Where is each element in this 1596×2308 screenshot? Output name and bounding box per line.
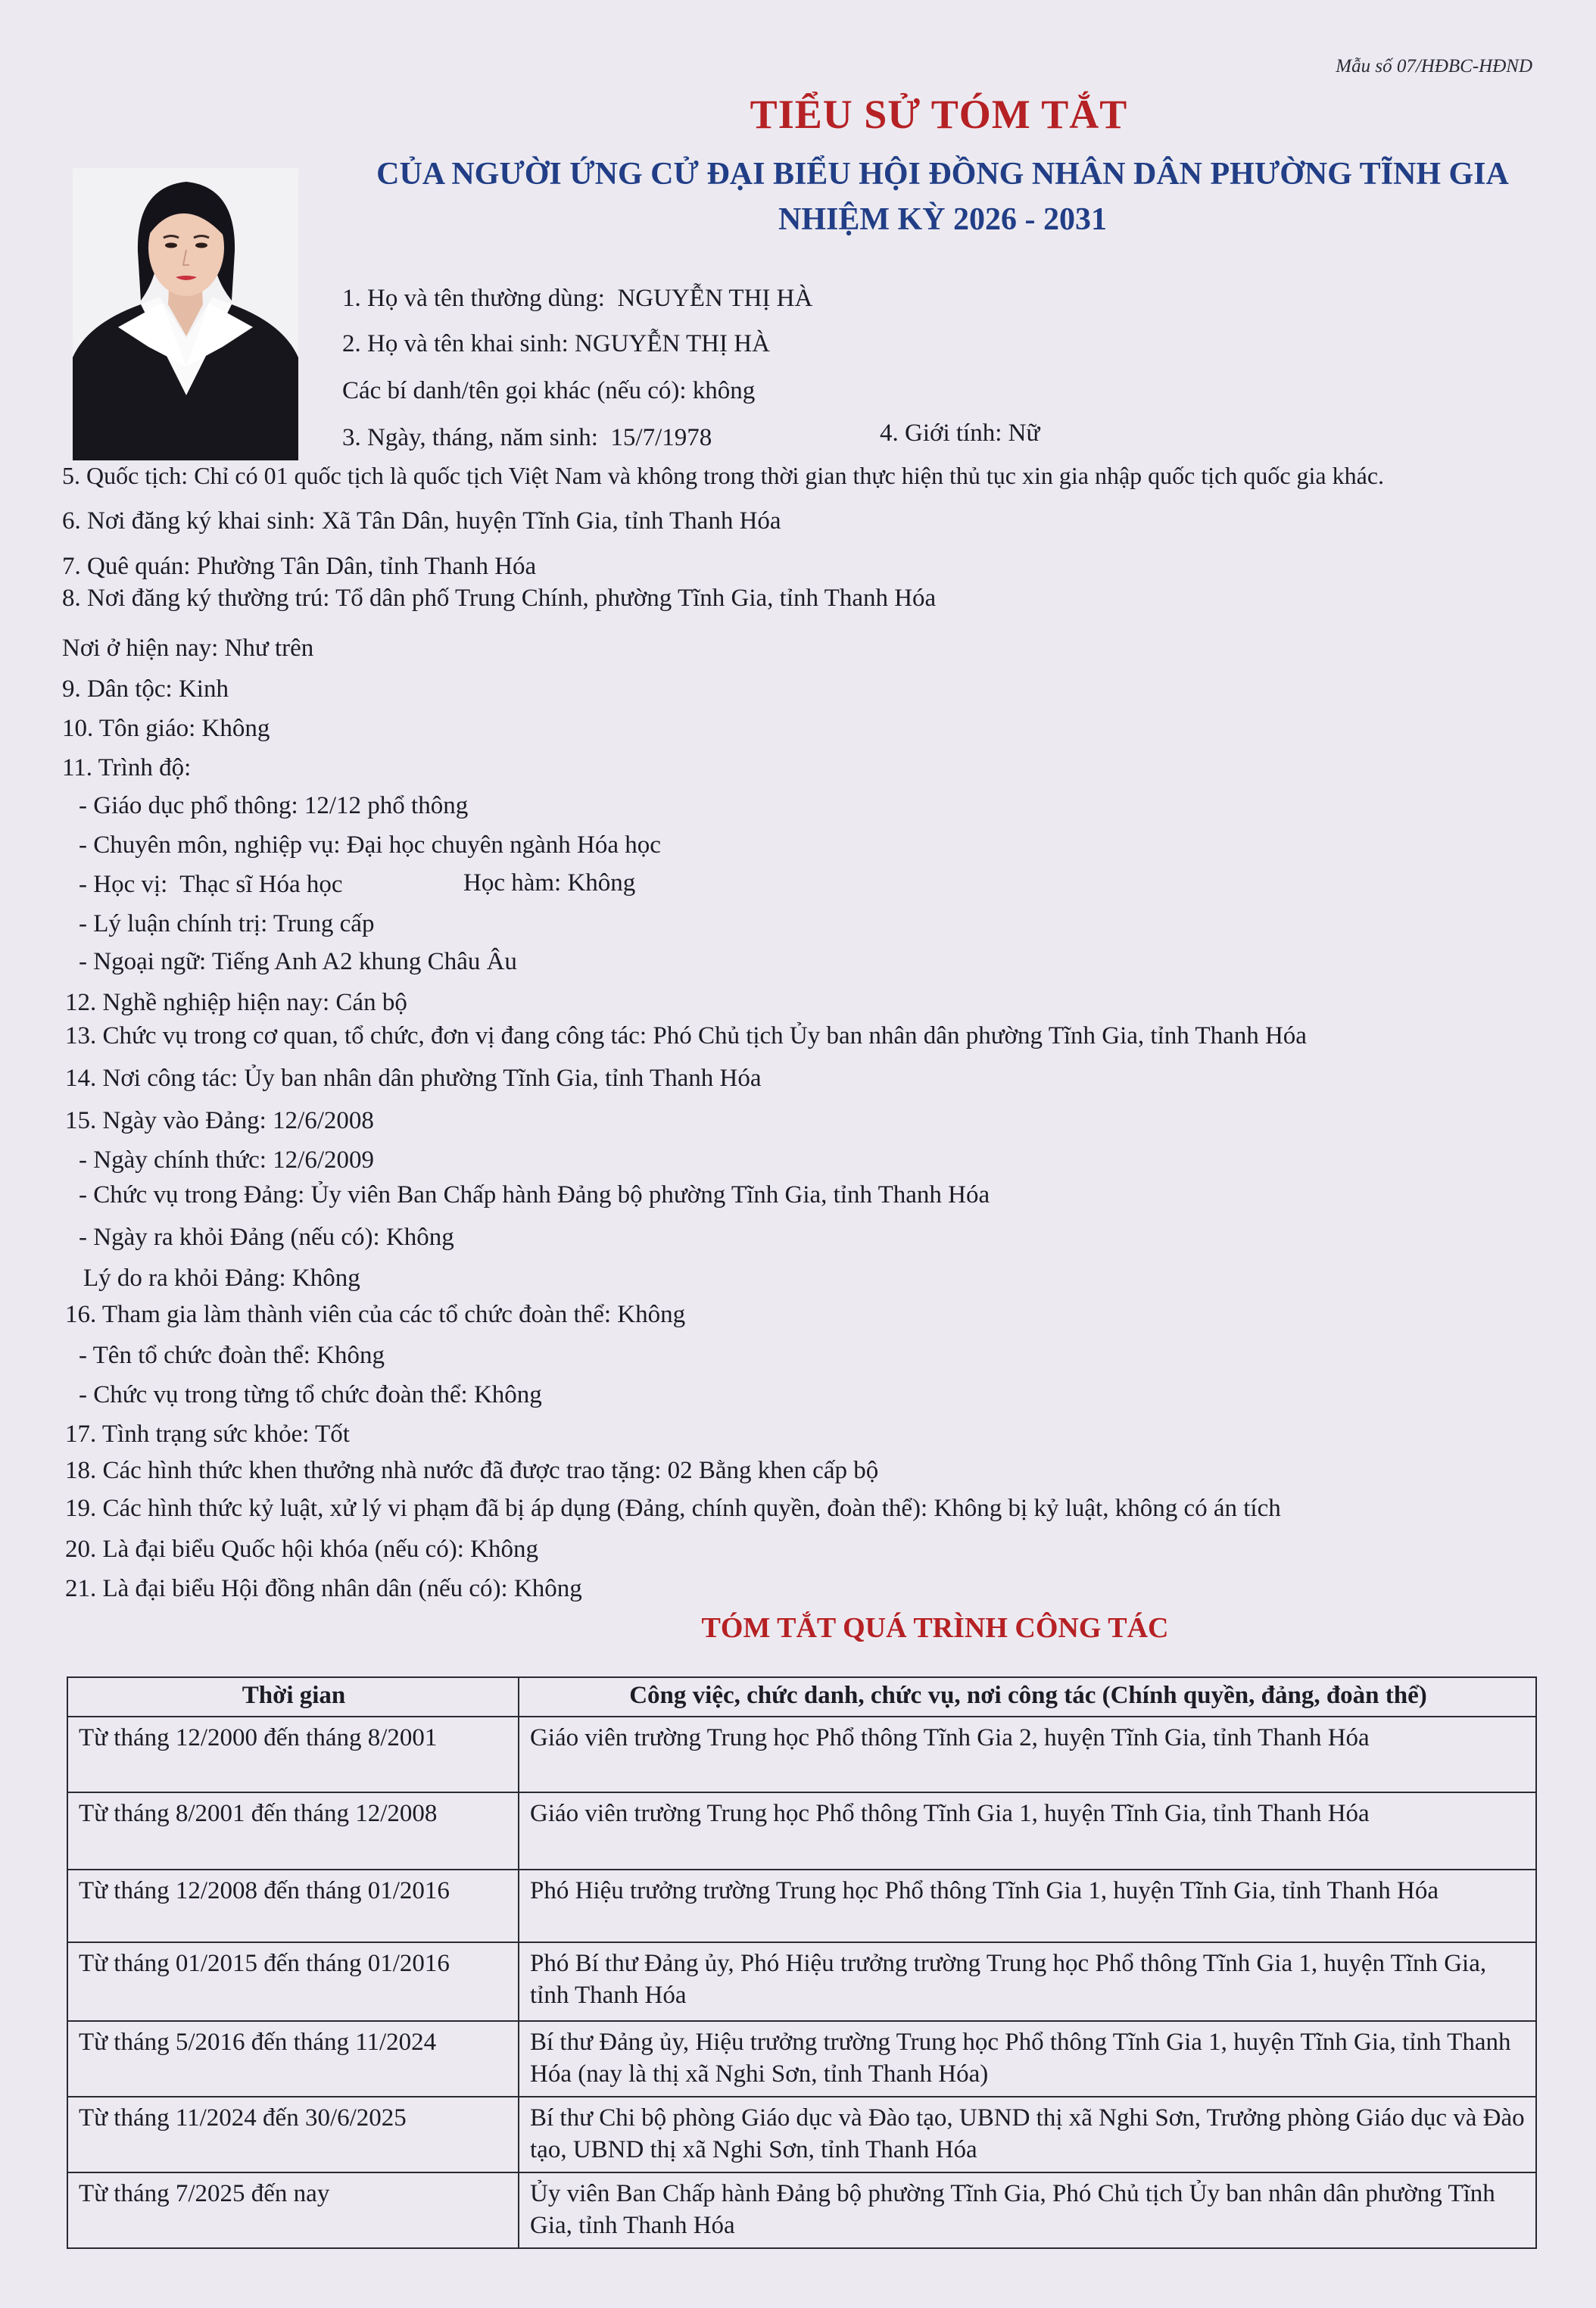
cell-role: Bí thư Chi bộ phòng Giáo dục và Đào tạo, UBND thị xã Nghi Sơn, Trưởng phòng Giáo dục và Đào tạo, UBND thị xã Nghi Sơn, tỉnh Thanh Hóa xyxy=(519,2097,1536,2172)
field-general-education: - Giáo dục phổ thông: 12/12 phổ thông xyxy=(79,792,469,819)
field-birth-registration: 6. Nơi đăng ký khai sinh: Xã Tân Dân, huyện Tĩnh Gia, tỉnh Thanh Hóa xyxy=(62,507,781,535)
cell-period: Từ tháng 01/2015 đến tháng 01/2016 xyxy=(67,1942,519,2021)
table-row xyxy=(67,2172,1536,2248)
table-header-row xyxy=(67,1677,1536,1717)
cell-role: Phó Bí thư Đảng ủy, Phó Hiệu trưởng trường Trung học Phổ thông Tĩnh Gia 1, huyện Tĩnh Gia, tỉnh Thanh Hóa xyxy=(519,1942,1536,2021)
field-national-assembly: 20. Là đại biểu Quốc hội khóa (nếu có): Không xyxy=(65,1536,539,1563)
cell-period: Từ tháng 11/2024 đến 30/6/2025 xyxy=(67,2097,519,2172)
cell-role: Giáo viên trường Trung học Phổ thông Tĩnh Gia 2, huyện Tĩnh Gia, tỉnh Thanh Hóa xyxy=(519,1717,1536,1792)
field-discipline: 19. Các hình thức kỷ luật, xử lý vi phạm đã bị áp dụng (Đảng, chính quyền, đoàn thể): Không bị kỷ luật, không có án tích xyxy=(65,1495,1281,1522)
subtitle-line-2: NHIỆM KỲ 2026 - 2031 xyxy=(778,202,1107,237)
field-awards: 18. Các hình thức khen thưởng nhà nước đã được trao tặng: 02 Bằng khen cấp bộ xyxy=(65,1457,879,1484)
field-organization-name: - Tên tổ chức đoàn thể: Không xyxy=(79,1342,385,1369)
field-occupation: 12. Nghề nghiệp hiện nay: Cán bộ xyxy=(65,989,407,1016)
field-alias: Các bí danh/tên gọi khác (nếu có): không xyxy=(342,377,756,404)
field-foreign-language: - Ngoại ngữ: Tiếng Anh A2 khung Châu Âu xyxy=(79,948,517,975)
field-specialization: - Chuyên môn, nghiệp vụ: Đại học chuyên ngành Hóa học xyxy=(79,831,661,859)
field-organizations: 16. Tham gia làm thành viên của các tổ chức đoàn thể: Không xyxy=(65,1301,686,1328)
field-religion: 10. Tôn giáo: Không xyxy=(62,715,270,742)
document-title: TIỂU SỬ TÓM TẮT xyxy=(750,92,1128,137)
table-row xyxy=(67,2097,1536,2172)
form-number: Mẫu số 07/HĐBC-HĐND xyxy=(1336,56,1532,76)
field-gender: 4. Giới tính: Nữ xyxy=(880,419,1040,447)
field-party-exit-date: - Ngày ra khỏi Đảng (nếu có): Không xyxy=(79,1224,454,1251)
field-workplace: 14. Nơi công tác: Ủy ban nhân dân phường Tĩnh Gia, tỉnh Thanh Hóa xyxy=(65,1065,762,1092)
field-permanent-residence: 8. Nơi đăng ký thường trú: Tổ dân phố Trung Chính, phường Tĩnh Gia, tỉnh Thanh Hóa xyxy=(62,585,937,612)
table-row xyxy=(67,1717,1536,1792)
table-row xyxy=(67,1942,1536,2021)
field-party-position: - Chức vụ trong Đảng: Ủy viên Ban Chấp hành Đảng bộ phường Tĩnh Gia, tỉnh Thanh Hóa xyxy=(79,1181,990,1209)
header-role: Công việc, chức danh, chức vụ, nơi công tác (Chính quyền, đảng, đoàn thể) xyxy=(519,1677,1536,1717)
cell-period: Từ tháng 12/2000 đến tháng 8/2001 xyxy=(67,1717,519,1792)
table-row xyxy=(67,2021,1536,2097)
header-period: Thời gian xyxy=(67,1677,519,1717)
cell-role: Bí thư Đảng ủy, Hiệu trưởng trường Trung học Phổ thông Tĩnh Gia 1, huyện Tĩnh Gia, tỉnh Thanh Hóa (nay là thị xã Nghi Sơn, tỉnh Thanh Hóa) xyxy=(519,2021,1536,2097)
work-history-title: TÓM TẮT QUÁ TRÌNH CÔNG TÁC xyxy=(701,1612,1169,1644)
field-birth-name: 2. Họ và tên khai sinh: NGUYỄN THỊ HÀ xyxy=(342,330,770,357)
table-row xyxy=(67,1792,1536,1870)
cell-period: Từ tháng 8/2001 đến tháng 12/2008 xyxy=(67,1792,519,1870)
cell-role: Giáo viên trường Trung học Phổ thông Tĩnh Gia 1, huyện Tĩnh Gia, tỉnh Thanh Hóa xyxy=(519,1792,1536,1870)
subtitle-line-1: CỦA NGƯỜI ỨNG CỬ ĐẠI BIỂU HỘI ĐỒNG NHÂN DÂN PHƯỜNG TĨNH GIA xyxy=(376,157,1509,192)
field-education: 11. Trình độ: xyxy=(62,754,192,781)
field-ethnicity: 9. Dân tộc: Kinh xyxy=(62,675,229,703)
cell-period: Từ tháng 5/2016 đến tháng 11/2024 xyxy=(67,2021,519,2097)
field-position: 13. Chức vụ trong cơ quan, tổ chức, đơn vị đang công tác: Phó Chủ tịch Ủy ban nhân dân phường Tĩnh Gia, tỉnh Thanh Hóa xyxy=(65,1022,1307,1050)
cell-period: Từ tháng 12/2008 đến tháng 01/2016 xyxy=(67,1870,519,1942)
cell-role: Ủy viên Ban Chấp hành Đảng bộ phường Tĩnh Gia, Phó Chủ tịch Ủy ban nhân dân phường Tĩnh Gia, tỉnh Thanh Hóa xyxy=(519,2172,1536,2248)
field-party-entry: 15. Ngày vào Đảng: 12/6/2008 xyxy=(65,1107,374,1134)
table-row xyxy=(67,1870,1536,1942)
field-current-residence: Nơi ở hiện nay: Như trên xyxy=(62,635,314,662)
field-organization-role: - Chức vụ trong từng tổ chức đoàn thể: Không xyxy=(79,1381,542,1408)
field-party-exit-reason: Lý do ra khỏi Đảng: Không xyxy=(83,1265,360,1292)
field-academic-title: Học hàm: Không xyxy=(463,869,636,897)
field-political-theory: - Lý luận chính trị: Trung cấp xyxy=(79,910,375,937)
field-common-name: 1. Họ và tên thường dùng: NGUYỄN THỊ HÀ xyxy=(342,285,813,312)
field-peoples-council: 21. Là đại biểu Hội đồng nhân dân (nếu có): Không xyxy=(65,1575,582,1602)
field-date-of-birth: 3. Ngày, tháng, năm sinh: 15/7/1978 xyxy=(342,424,712,451)
cell-role: Phó Hiệu trưởng trường Trung học Phổ thông Tĩnh Gia 1, huyện Tĩnh Gia, tỉnh Thanh Hóa xyxy=(519,1870,1536,1942)
field-hometown: 7. Quê quán: Phường Tân Dân, tỉnh Thanh Hóa xyxy=(62,553,537,580)
field-health: 17. Tình trạng sức khỏe: Tốt xyxy=(65,1421,350,1448)
cell-period: Từ tháng 7/2025 đến nay xyxy=(67,2172,519,2248)
field-party-official: - Ngày chính thức: 12/6/2009 xyxy=(79,1146,374,1174)
field-degree: - Học vị: Thạc sĩ Hóa học xyxy=(79,871,343,898)
work-history-table xyxy=(67,1676,1537,2249)
field-nationality: 5. Quốc tịch: Chỉ có 01 quốc tịch là quốc tịch Việt Nam và không trong thời gian thực hiện thủ tục xin gia nhập quốc tịch quốc gia khác. xyxy=(62,462,1385,489)
